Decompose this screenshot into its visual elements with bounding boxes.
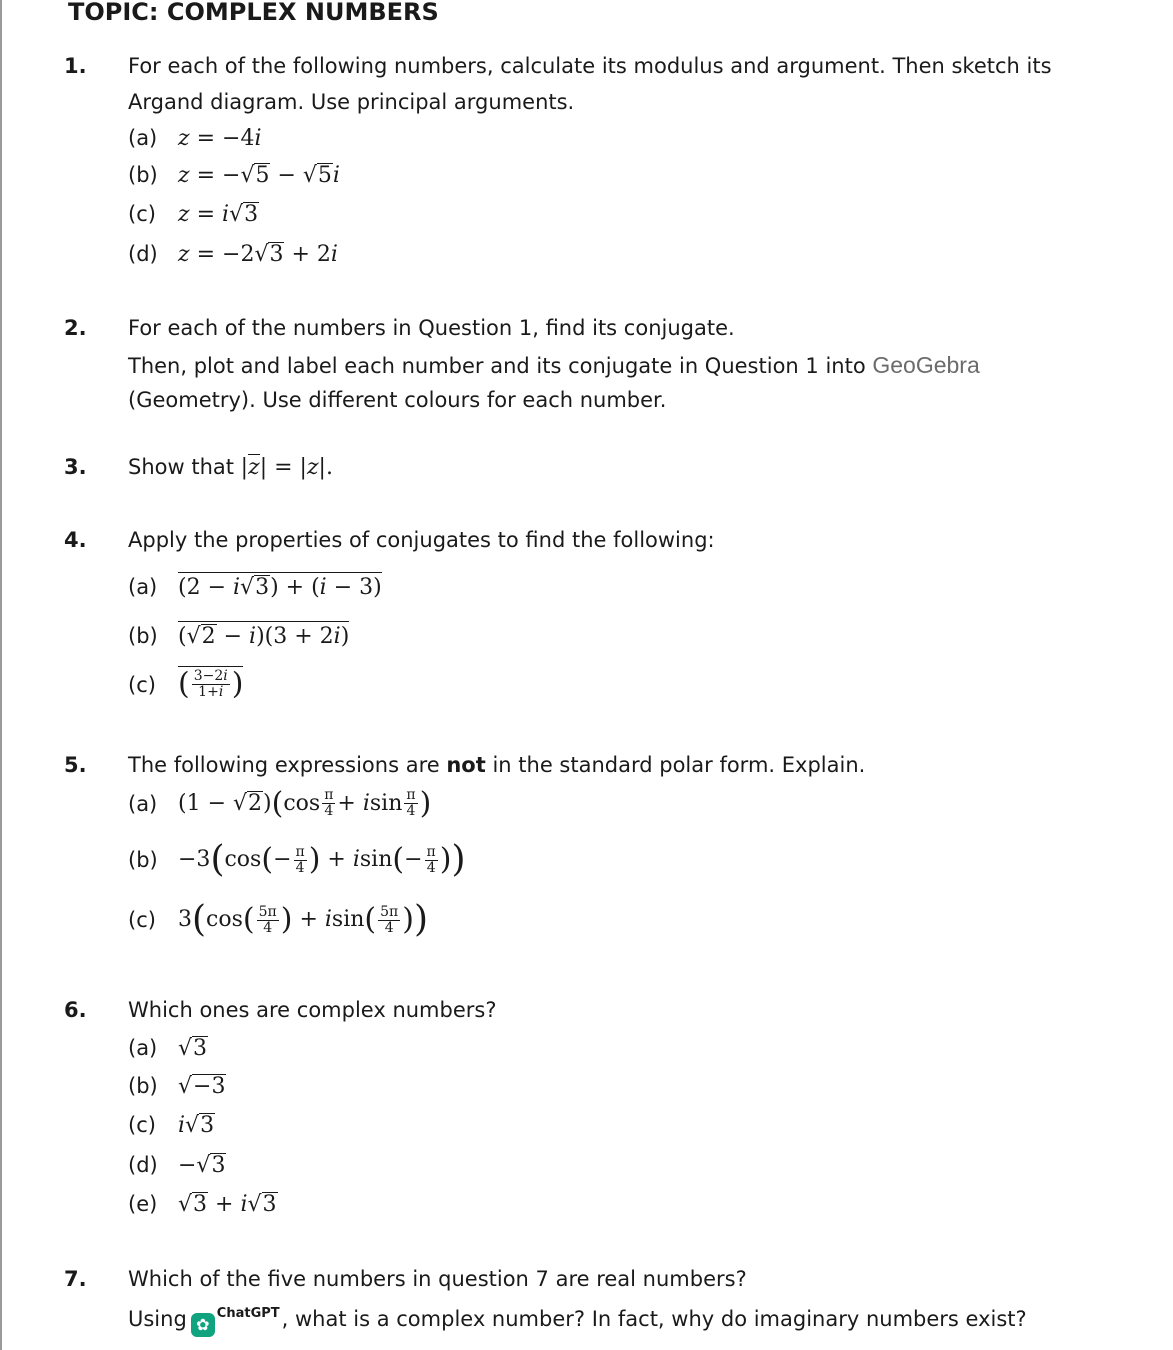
q6-item-a: (a) √3: [128, 1036, 208, 1061]
q1-number: 1.: [64, 54, 87, 78]
q5-b-expression: −3(cos(− $\frac{\pi}{4}$ ) + isin(− $\frac{\pi}{4}$ )): [178, 839, 466, 880]
q4-line-1: Apply the properties of conjugates to find the following:: [128, 528, 715, 552]
q4-item-a: (a) (2 − i√3) + (i − 3): [128, 572, 382, 608]
q2-line-2: Then, plot and label each number and its conjugate in Question 1 into GeoGebra: [128, 352, 980, 378]
q3-expression: |z| = |z|.: [240, 455, 333, 480]
q5-item-c: (c) 3(cos( $\frac{5\pi}{4}$ ) + isin( $\frac{5\pi}{4}$ )): [128, 899, 429, 940]
q5-number: 5.: [64, 753, 87, 777]
q1-item-b: (b) z = −√5 − √5i: [128, 163, 340, 188]
q1-b-expression: z = −√5 − √5i: [178, 163, 340, 188]
q6-a-expression: √3: [178, 1036, 208, 1061]
q7-line-1: Which of the five numbers in question 7 are real numbers?: [128, 1267, 747, 1291]
q6-b-expression: √−3: [178, 1074, 226, 1099]
q2-line-3: (Geometry). Use different colours for each number.: [128, 388, 667, 412]
q4-a-expression: (2 − i√3) + (i − 3): [178, 572, 382, 600]
q5-a-expression: (1 − √2)(cos $\frac{\pi}{4}$ + isin $\frac{\pi}{4}$ ): [178, 785, 432, 821]
q6-item-e: (e) √3 + i√3: [128, 1192, 277, 1217]
q2-number: 2.: [64, 316, 87, 340]
q5-line-1: The following expressions are not in the standard polar form. Explain.: [128, 753, 866, 777]
q7-line-2: Using ✿$^{ChatGPT}$, what is a complex number? In fact, why do imaginary numbers exist?: [128, 1306, 1027, 1337]
q6-item-c: (c) i√3: [128, 1113, 215, 1138]
q2-line-1: For each of the numbers in Question 1, find its conjugate.: [128, 316, 735, 340]
chatgpt-wordmark: ChatGPT: [216, 1306, 280, 1321]
q1-a-expression: z = −4i: [178, 126, 262, 151]
q5-c-expression: 3(cos( $\frac{5\pi}{4}$ ) + isin( $\frac{5\pi}{4}$ )): [178, 899, 429, 940]
q7-number: 7.: [64, 1267, 87, 1291]
q6-item-d: (d) −√3: [128, 1153, 226, 1178]
q4-item-b: (b) (√2 − i)(3 + 2i): [128, 621, 349, 657]
q3-number: 3.: [64, 455, 87, 479]
chatgpt-logo-icon: ✿: [191, 1313, 215, 1337]
q4-c-expression: ( $\frac{3-2i}{1+i}$ ): [178, 666, 244, 702]
page-title: TOPIC: COMPLEX NUMBERS: [68, 0, 439, 26]
q6-d-expression: −√3: [178, 1153, 226, 1178]
q1-item-c: (c) z = i√3: [128, 202, 259, 227]
q4-number: 4.: [64, 528, 87, 552]
q5-item-b: (b) −3(cos(− $\frac{\pi}{4}$ ) + isin(− $\frac{\pi}{4}$ )): [128, 839, 466, 880]
q1-line-1: For each of the following numbers, calculate its modulus and argument. Then sketch its: [128, 54, 1052, 78]
q3-line-1: Show that |z| = |z|.: [128, 455, 333, 480]
geogebra-logo: GeoGebra: [872, 352, 980, 378]
q6-item-b: (b) √−3: [128, 1074, 226, 1099]
q1-d-expression: z = −2√3 + 2i: [178, 242, 338, 267]
q6-c-expression: i√3: [178, 1113, 215, 1138]
q1-item-a: (a) z = −4i: [128, 126, 262, 151]
q4-b-expression: (√2 − i)(3 + 2i): [178, 621, 349, 649]
q6-line-1: Which ones are complex numbers?: [128, 998, 497, 1022]
q1-line-2: Argand diagram. Use principal arguments.: [128, 90, 575, 114]
q6-number: 6.: [64, 998, 87, 1022]
page-left-border: [0, 0, 2, 1350]
q5-item-a: (a) (1 − √2)(cos $\frac{\pi}{4}$ + isin $\frac{\pi}{4}$ ): [128, 785, 432, 821]
q4-item-c: (c) ( $\frac{3-2i}{1+i}$ ): [128, 666, 244, 702]
q6-e-expression: √3 + i√3: [178, 1192, 277, 1217]
q1-c-expression: z = i√3: [178, 202, 259, 227]
q1-item-d: (d) z = −2√3 + 2i: [128, 242, 338, 267]
